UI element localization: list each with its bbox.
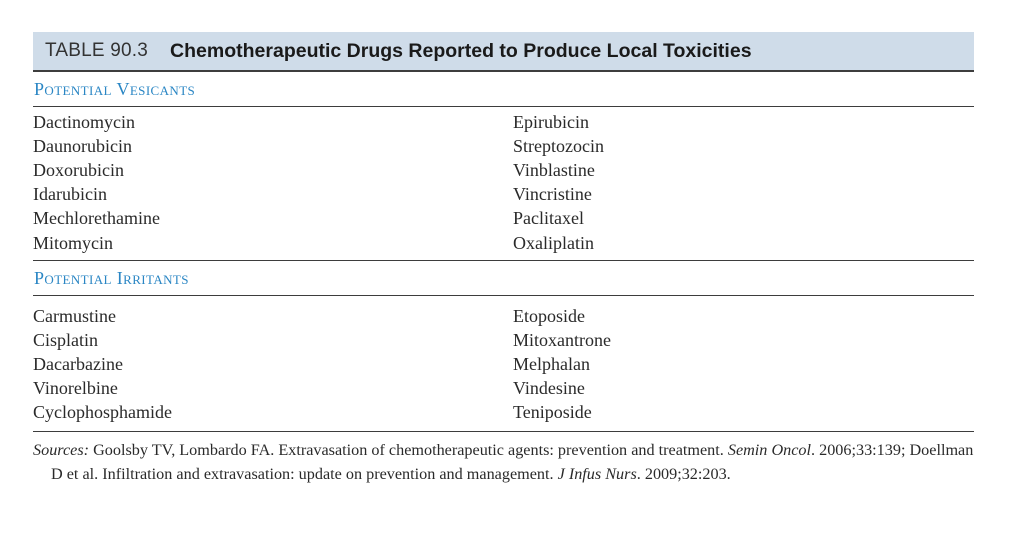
drug-cell: Mitoxantrone — [513, 329, 611, 350]
drug-cell: Teniposide — [513, 402, 592, 423]
drug-cell: Dactinomycin — [33, 111, 135, 132]
table-row — [33, 353, 974, 377]
table-row — [33, 304, 974, 328]
table-header — [33, 32, 974, 72]
drug-cell: Etoposide — [513, 305, 585, 326]
drug-cell: Cyclophosphamide — [33, 402, 172, 423]
table-row — [33, 158, 974, 182]
table-title: Chemotherapeutic Drugs Reported to Produce Local Toxicities — [170, 39, 752, 62]
drug-cell: Paclitaxel — [513, 208, 584, 229]
drug-cell: Vincristine — [513, 184, 592, 205]
vesicants-heading: Potential Vesicants — [34, 78, 196, 99]
drug-table — [33, 32, 974, 486]
sources-label: Sources: — [33, 441, 90, 460]
section-heading-irritants — [33, 261, 974, 296]
sources-text-1: Goolsby TV, Lombardo FA. Extravasation of chemotherapeutic agents: prevention and treatment. — [89, 441, 728, 460]
irritants-heading: Potential Irritants — [34, 267, 189, 288]
drug-cell: Dacarbazine — [33, 354, 123, 375]
drug-cell: Epirubicin — [513, 111, 589, 132]
drug-cell: Cisplatin — [33, 329, 99, 350]
drug-cell: Vinblastine — [513, 159, 595, 180]
vesicants-rows — [33, 107, 974, 261]
drug-cell: Doxorubicin — [33, 159, 124, 180]
table-number: TABLE 90.3 — [45, 40, 149, 61]
drug-cell: Streptozocin — [513, 135, 604, 156]
drug-cell: Mechlorethamine — [33, 208, 160, 229]
sources-text-2: . 2006;33:139; Doellman D et al. Infiltration and extravasation: update on prevention and management. — [51, 441, 974, 484]
table-row — [33, 401, 974, 425]
drug-cell: Carmustine — [33, 305, 116, 326]
table-row — [33, 134, 974, 158]
drug-cell: Melphalan — [513, 354, 590, 375]
sources-note — [33, 438, 974, 486]
table-row — [33, 328, 974, 352]
drug-cell: Vindesine — [513, 378, 585, 399]
table-row — [33, 231, 974, 255]
section-heading-vesicants — [33, 72, 974, 107]
table-row — [33, 183, 974, 207]
sources-text-3: . 2009;32:203. — [636, 465, 731, 484]
journal-name-1: Semin Oncol — [727, 441, 812, 460]
irritants-rows — [33, 296, 974, 432]
journal-name-2: J Infus Nurs — [557, 465, 637, 484]
table-row — [33, 207, 974, 231]
drug-cell: Idarubicin — [33, 184, 107, 205]
drug-cell: Oxaliplatin — [513, 232, 594, 253]
table-row — [33, 110, 974, 134]
drug-cell: Vinorelbine — [33, 378, 118, 399]
table-row — [33, 377, 974, 401]
drug-cell: Daunorubicin — [33, 135, 132, 156]
drug-cell: Mitomycin — [33, 232, 113, 253]
